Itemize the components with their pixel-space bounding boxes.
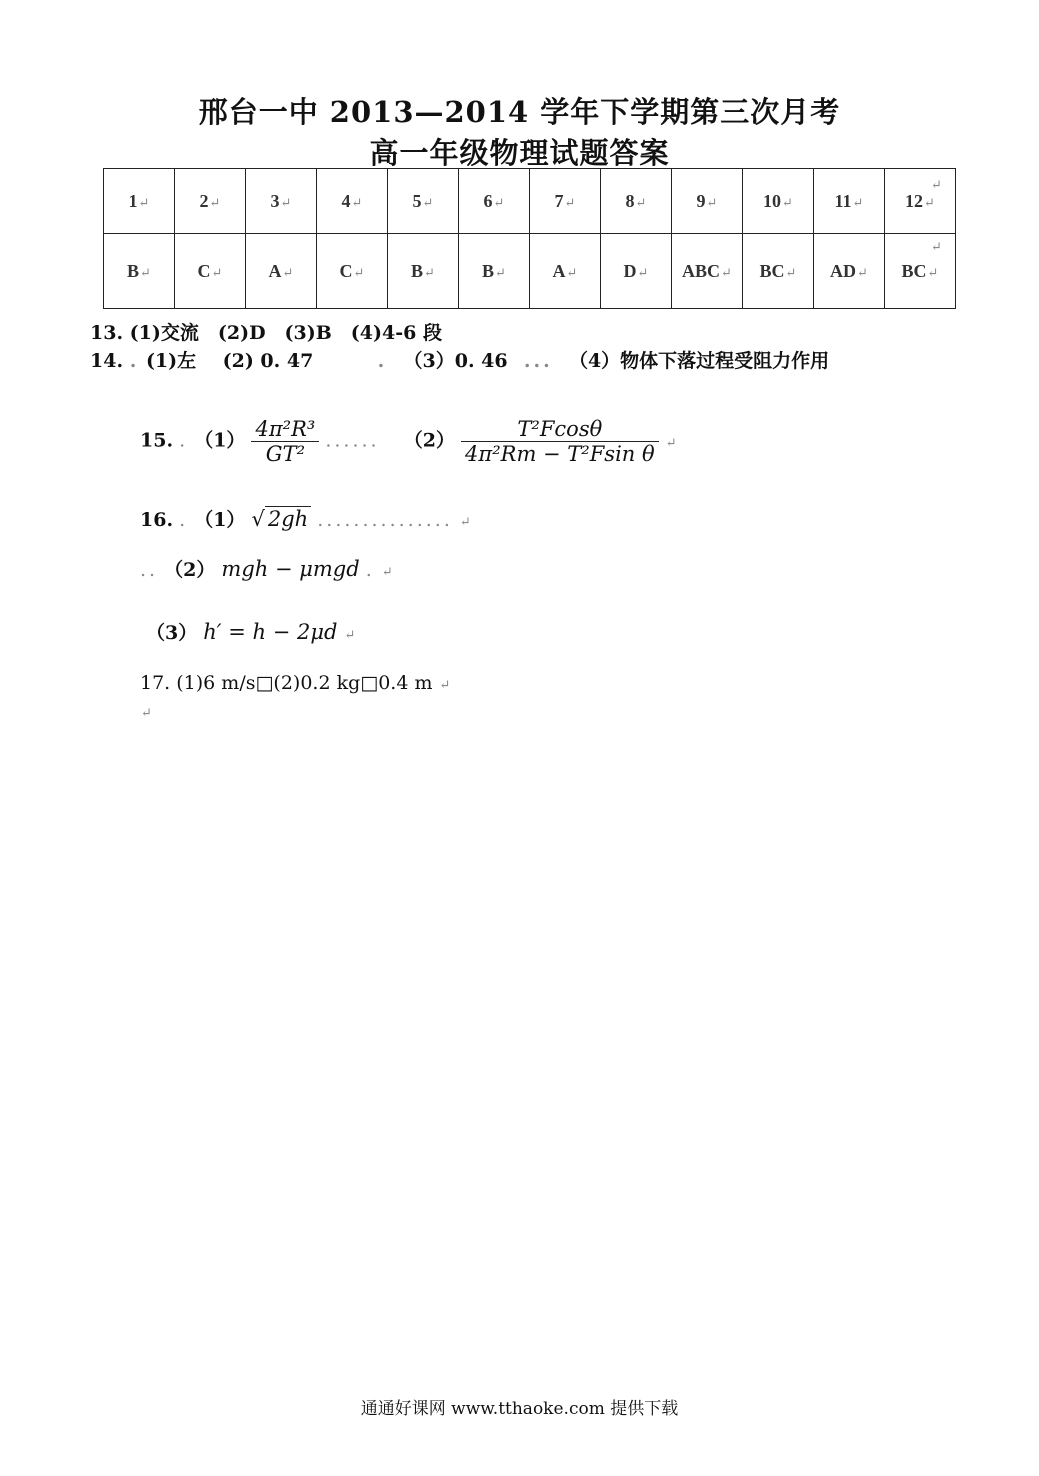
question-number-cell — [317, 169, 388, 234]
cell-end-mark: ↵ — [924, 194, 935, 210]
empty-paragraph — [140, 700, 152, 722]
question-number-cell — [743, 169, 814, 234]
formula-15-2 — [461, 417, 659, 466]
question-number: 7 — [554, 190, 564, 211]
paragraph-mark: ↵ — [439, 678, 451, 693]
paragraph-mark: ↵ — [141, 706, 152, 721]
question-number-cell — [814, 169, 885, 234]
answer-choice: BC — [901, 260, 927, 281]
sqrt-symbol: √ — [251, 507, 265, 531]
answer-14-label: 14. — [90, 350, 124, 372]
answer-cell — [317, 234, 388, 309]
answer-cell — [814, 234, 885, 309]
paragraph-mark: ↵ — [459, 515, 471, 530]
question-number-cell — [672, 169, 743, 234]
formula-15-2-denominator: 4π²Rm − T²Fsin θ — [461, 441, 659, 466]
page-footer: 通通好课网 www.tthaoke.com 提供下载 — [360, 1399, 679, 1419]
cell-end-mark: ↵ — [138, 194, 150, 210]
row-end-mark: ↵ — [931, 240, 942, 255]
question-number-cell — [885, 169, 956, 234]
answer-choice: A — [268, 260, 282, 281]
question-number-cell — [104, 169, 175, 234]
answer-15: 15. . （1） $\frac{\text{4π²R³}}{\text{GT²}}$ ...... （2） $\frac{\text{T²Fcosθ}}{\text{4π²Rm − T²Fsin θ}}$ ↵ — [140, 417, 677, 466]
answer-choice: A — [552, 260, 566, 281]
answer-row — [104, 234, 956, 309]
document-subtitle: 高一年级物理试题答案 — [369, 136, 670, 170]
answer-16-label: 16. — [140, 509, 174, 531]
question-number-cell — [459, 169, 530, 234]
answer-17-text: 17. (1)6 m/s□(2)0.2 kg□0.4 m — [140, 672, 433, 694]
cell-end-mark: ↵ — [282, 264, 294, 280]
answer-cell — [601, 234, 672, 309]
question-number-cell — [530, 169, 601, 234]
answer-choice: ABC — [682, 260, 721, 281]
question-number-cell — [246, 169, 317, 234]
answer-choice: C — [339, 260, 353, 281]
answer-table — [103, 168, 956, 309]
answer-choice: B — [411, 260, 424, 281]
answer-cell — [530, 234, 601, 309]
question-number-cell — [175, 169, 246, 234]
formula-15-1 — [251, 417, 319, 466]
cell-end-mark: ↵ — [209, 194, 221, 210]
answer-choice: AD — [830, 260, 857, 281]
answer-cell — [175, 234, 246, 309]
cell-end-mark: ↵ — [280, 194, 292, 210]
question-number: 2 — [199, 190, 209, 211]
answer-15-part2: （2） — [403, 429, 455, 452]
question-number: 3 — [270, 190, 280, 211]
question-number-row — [104, 169, 956, 234]
answer-14: 14. . (1)左 (2) 0. 47 . （3）0. 46 ... （4）物体下落过程受阻力作用 — [90, 350, 830, 372]
row-end-mark: ↵ — [931, 178, 942, 193]
answer-15-part1: （1） — [194, 429, 246, 452]
question-number-cell — [601, 169, 672, 234]
answer-16-part1: （1） — [194, 509, 246, 531]
cell-end-mark: ↵ — [782, 194, 793, 210]
answer-cell — [104, 234, 175, 309]
answer-cell — [743, 234, 814, 309]
cell-end-mark: ↵ — [785, 264, 797, 280]
formula-16-1: 2gh — [265, 506, 311, 531]
answer-choice: B — [127, 260, 140, 281]
cell-end-mark: ↵ — [857, 264, 868, 280]
answer-cell — [885, 234, 956, 309]
question-number: 1 — [128, 190, 138, 211]
answer-16-2: .. （2） mgh − μmgd . ↵ — [140, 557, 393, 581]
answer-16-1: 16. . （1） √ 2gh ............... ↵ — [140, 507, 471, 531]
answer-cell — [459, 234, 530, 309]
formula-15-1-numerator: 4π²R³ — [255, 417, 316, 441]
cell-end-mark: ↵ — [351, 194, 363, 210]
cell-end-mark: ↵ — [140, 264, 151, 280]
question-number: 12 — [905, 190, 924, 211]
answer-16-3 — [146, 618, 355, 645]
question-number: 11 — [834, 190, 852, 211]
cell-end-mark: ↵ — [637, 264, 649, 280]
question-number: 6 — [483, 190, 493, 211]
cell-end-mark: ↵ — [927, 264, 939, 280]
paragraph-mark: ↵ — [665, 435, 677, 451]
cell-end-mark: ↵ — [353, 264, 365, 280]
answer-16-part3: （3） — [146, 622, 198, 644]
answer-13: 13. (1)交流 (2)D (3)B (4)4-6 段 — [90, 322, 442, 344]
cell-end-mark: ↵ — [424, 264, 435, 280]
answer-16-part2: （2） — [164, 559, 216, 581]
document-title: 邢台一中 2013—2014 学年下学期第三次月考 — [198, 95, 841, 129]
answer-15-label: 15. — [140, 429, 174, 452]
formula-15-2-numerator: T²Fcosθ — [517, 417, 603, 441]
formula-16-3: h′ = h − 2μd — [203, 620, 338, 644]
answer-14-part1: (1)左 — [145, 350, 197, 372]
cell-end-mark: ↵ — [493, 194, 505, 210]
cell-end-mark: ↵ — [422, 194, 434, 210]
paragraph-mark: ↵ — [381, 565, 393, 580]
formula-15-1-denominator: GT² — [251, 441, 319, 466]
question-number: 9 — [696, 190, 706, 211]
question-number: 8 — [625, 190, 635, 211]
question-number: 10 — [763, 190, 782, 211]
cell-end-mark: ↵ — [564, 194, 576, 210]
answer-choice: D — [623, 260, 637, 281]
question-number-cell — [388, 169, 459, 234]
cell-end-mark: ↵ — [706, 194, 718, 210]
answer-14-part4: （4）物体下落过程受阻力作用 — [568, 350, 830, 372]
paragraph-mark: ↵ — [344, 628, 356, 643]
question-number: 5 — [412, 190, 422, 211]
formula-16-2: mgh − μmgd — [221, 557, 360, 581]
cell-end-mark: ↵ — [852, 194, 864, 210]
cell-end-mark: ↵ — [566, 264, 578, 280]
answer-choice: C — [197, 260, 211, 281]
cell-end-mark: ↵ — [721, 264, 732, 280]
answer-cell — [246, 234, 317, 309]
answer-choice: B — [482, 260, 495, 281]
answer-14-part2: (2) 0. 47 — [222, 350, 314, 372]
answer-cell — [672, 234, 743, 309]
cell-end-mark: ↵ — [635, 194, 647, 210]
answer-choice: BC — [759, 260, 785, 281]
answer-cell — [388, 234, 459, 309]
question-number: 4 — [341, 190, 351, 211]
answer-14-part3: （3）0. 46 — [403, 350, 508, 372]
answer-17 — [140, 672, 450, 694]
cell-end-mark: ↵ — [211, 264, 223, 280]
cell-end-mark: ↵ — [495, 264, 506, 280]
